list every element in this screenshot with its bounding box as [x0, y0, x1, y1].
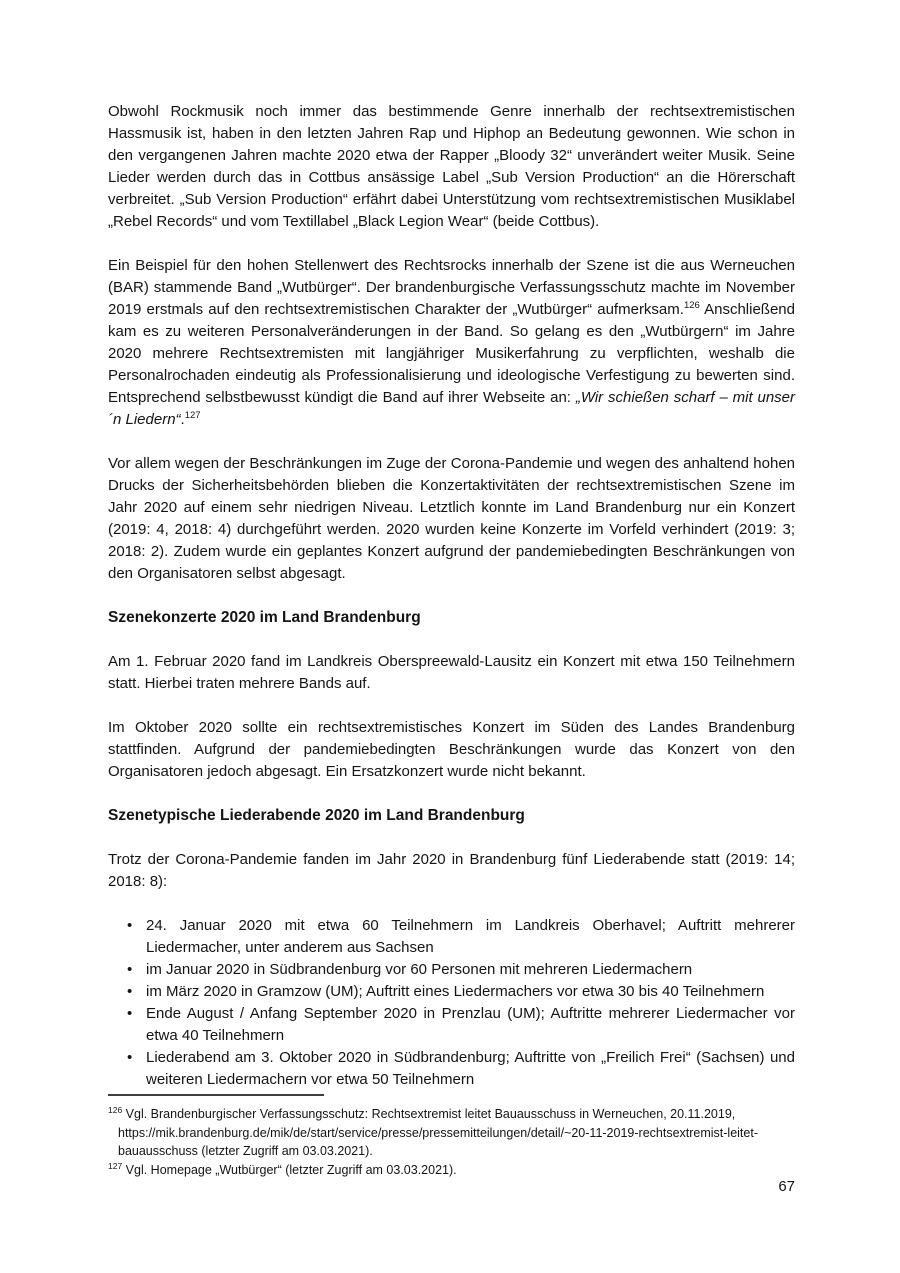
- list-item-text: Liederabend am 3. Oktober 2020 in Südbrandenburg; Auftritte von „Freilich Frei“ (Sachsen) und weiteren Liedermachern vor etwa 50 Teilnehmern: [146, 1049, 795, 1088]
- wutbuerger-webseite-quote: „Wir schießen scharf – mit unser´n Liedern“: [108, 389, 796, 428]
- bullet-icon: •: [127, 1005, 133, 1022]
- heading-liederabende: Szenetypische Liederabende 2020 im Land Brandenburg: [108, 807, 525, 824]
- paragraph-rockmusik: Obwohl Rockmusik noch immer das bestimmende Genre innerhalb der rechtsextremistischen Hassmusik ist, haben in den letzten Jahren Rap und Hiphop an Bedeutung gewonnen. Wie schon in den vergangenen Jahren machte 2020 etwa der Rapper „Bloody 32“ unverändert weiter Musik. Seine Lieder werden durch das in Cottbus ansässige Label „Sub Version Production“ an die Hörerschaft verbreitet. „Sub Version Production“ erfährt dabei Unterstützung vom rechtsextremistischen Musiklabel „Rebel Records“ und vom Textillabel „Black Legion Wear“ (beide Cottbus).: [108, 103, 795, 230]
- footnote-separator-rule: [108, 1094, 324, 1096]
- footnote-126-ref: 126: [108, 1104, 123, 1115]
- footnote-127-text: Vgl. Homepage „Wutbürger“ (letzter Zugriff am 03.03.2021).: [122, 1162, 457, 1177]
- list-item-suedbrandenburg-januar: [127, 959, 795, 981]
- list-item-prenzlau: [127, 1003, 795, 1047]
- page-body: [108, 101, 795, 1113]
- paragraph-konzertaktivitaeten: Vor allem wegen der Beschränkungen im Zuge der Corona-Pandemie und wegen des anhaltend hohen Drucks der Sicherheitsbehörden blieben die Konzertaktivitäten der rechtsextremistischen Szene im Jahr 2020 auf einem sehr niedrigen Niveau. Letztlich konnte im Land Brandenburg nur ein Konzert (2019: 4, 2018: 4) durchgeführt werden. 2020 wurden keine Konzerte im Vorfeld verhindert (2019: 3; 2018: 2). Zudem wurde ein geplantes Konzert aufgrund der pandemiebedingten Beschränkungen von den Organisatoren selbst abgesagt.: [108, 455, 795, 582]
- bullet-icon: •: [127, 961, 133, 978]
- list-item-gramzow: [127, 981, 795, 1003]
- footnote-127-ref: 127: [108, 1160, 123, 1171]
- paragraph-oktober-konzert: Im Oktober 2020 sollte ein rechtsextremistisches Konzert im Süden des Landes Brandenburg stattfinden. Aufgrund der pandemiebedingten Beschränkungen wurde das Konzert von den Organisatoren jedoch abgesagt. Ein Ersatzkonzert wurde nicht bekannt.: [108, 719, 795, 780]
- list-item-suedbrandenburg-oktober: [127, 1047, 795, 1091]
- page-number: 67: [778, 1178, 795, 1195]
- paragraph-wutbuerger-text-2: Anschließend kam es zu weiteren Personalveränderungen in der Band. So gelang es den „Wutbürgern“ im Jahre 2020 mehrere Rechtsextremisten mit langjähriger Musikerfahrung zu verpflichten, weshalb die Personalrochaden eindeutig als Professionalisierung und ideologische Verfestigung zu bewerten sind. Entsprechend selbstbewusst kündigt die Band auf ihrer Webseite an:: [108, 301, 795, 406]
- paragraph-wutbuerger: [108, 255, 795, 431]
- paragraph-wutbuerger-text-3: .: [180, 411, 185, 428]
- bullet-icon: •: [127, 1049, 133, 1066]
- footnote-area: [108, 1094, 795, 1179]
- liederabende-list: [108, 915, 795, 1091]
- bullet-icon: •: [127, 917, 133, 934]
- paragraph-wutbuerger-text-1: Ein Beispiel für den hohen Stellenwert des Rechtsrocks innerhalb der Szene ist die aus Werneuchen (BAR) stammende Band „Wutbürger“. Der brandenburgische Verfassungsschutz machte im November 2019 erstmals auf den rechtsextremistischen Charakter der „Wutbürger“ aufmerksam.: [108, 257, 795, 318]
- bullet-icon: •: [127, 983, 133, 1000]
- paragraph-februar-konzert: Am 1. Februar 2020 fand im Landkreis Oberspreewald-Lausitz ein Konzert mit etwa 150 Teilnehmern statt. Hierbei traten mehrere Bands auf.: [108, 653, 795, 692]
- list-item-text: Ende August / Anfang September 2020 in Prenzlau (UM); Auftritte mehrerer Liedermacher vor etwa 40 Teilnehmern: [146, 1005, 795, 1044]
- paragraph-liederabende-intro: Trotz der Corona-Pandemie fanden im Jahr 2020 in Brandenburg fünf Liederabende statt (2019: 14; 2018: 8):: [108, 851, 795, 890]
- list-item-text: 24. Januar 2020 mit etwa 60 Teilnehmern im Landkreis Oberhavel; Auftritt mehrerer Liedermacher, unter anderem aus Sachsen: [146, 917, 795, 956]
- list-item-oberhavel: [127, 915, 795, 959]
- footnote-ref-127: 127: [184, 410, 201, 421]
- footnote-ref-126: 126: [683, 300, 700, 311]
- footnote-126-text: Vgl. Brandenburgischer Verfassungsschutz: Rechtsextremist leitet Bauausschuss in Werneuchen, 20.11.2019, https://mik.brandenburg.de/mik/de/start/service/presse/pressemitteilungen/detail/~20-11-2019-rechtsextremist-leitet-bauausschuss (letzter Zugriff am 03.03.2021).: [118, 1107, 758, 1158]
- list-item-text: im Januar 2020 in Südbrandenburg vor 60 Personen mit mehreren Liedermachern: [146, 961, 693, 978]
- heading-szenekonzerte: Szenekonzerte 2020 im Land Brandenburg: [108, 609, 421, 626]
- footnote-126: [108, 1105, 795, 1161]
- list-item-text: im März 2020 in Gramzow (UM); Auftritt eines Liedermachers vor etwa 30 bis 40 Teilnehmern: [146, 983, 765, 1000]
